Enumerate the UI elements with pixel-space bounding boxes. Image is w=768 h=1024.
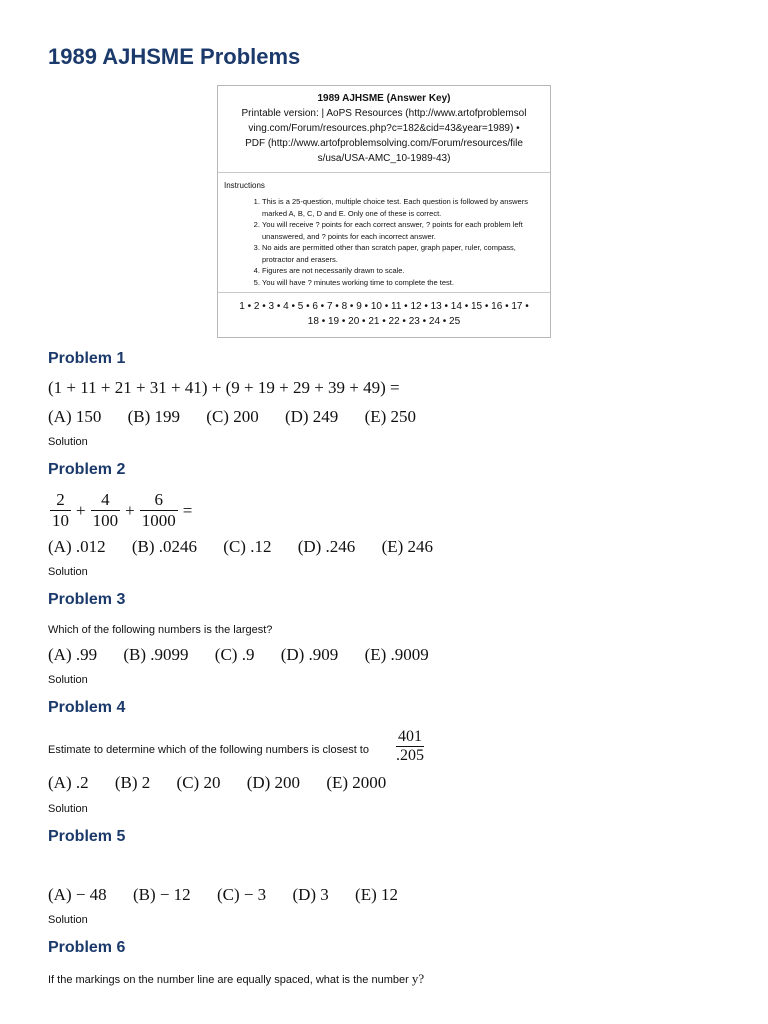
problem-4-heading: Problem 4 xyxy=(48,699,126,716)
resources-line-3[interactable]: PDF (http://www.artofproblemsolving.com/Forum/resources/file xyxy=(245,138,523,149)
choice-c: (C) 200 xyxy=(206,407,259,426)
problem-navigation xyxy=(218,292,550,329)
page-title: 1989 AJHSME Problems xyxy=(48,44,301,69)
choice-a: (A) 150 xyxy=(48,407,102,426)
problem-5-choices xyxy=(48,885,420,905)
instruction-item: 1. This is a 25-question, multiple choice test. Each question is followed by answers marked A, B, C, D and E. Only one of these is correct. xyxy=(262,196,544,219)
instructions-label: Instructions xyxy=(224,181,265,190)
problem-2-choices xyxy=(48,537,455,557)
problem-4-text: Estimate to determine which of the following numbers is closest to xyxy=(48,744,369,756)
instruction-item: 2. You will receive ? points for each correct answer, ? points for each problem left unanswered, and ? points for each incorrect answer. xyxy=(262,219,544,242)
choice-c: (C) − 3 xyxy=(216,885,267,904)
problem-1-solution-link[interactable]: Solution xyxy=(48,436,88,448)
answer-key-header xyxy=(218,86,550,166)
problem-2-heading: Problem 2 xyxy=(48,461,126,478)
instruction-item: 3. No aids are permitted other than scratch paper, graph paper, ruler, compass, protractor and erasers. xyxy=(262,242,544,265)
problem-3-choices xyxy=(48,645,451,665)
choice-b: (B) .0246 xyxy=(131,537,198,556)
choice-b: (B) 2 xyxy=(114,773,151,792)
choice-d: (D) .246 xyxy=(297,537,356,556)
answer-key-heading[interactable]: 1989 AJHSME (Answer Key) xyxy=(317,93,451,104)
fraction: $\frac{6}{1000}$ xyxy=(141,490,176,530)
choice-c: (C) .9 xyxy=(214,645,255,664)
choice-e: (E) 246 xyxy=(381,537,434,556)
answer-key-box xyxy=(217,85,551,338)
choice-c: (C) .12 xyxy=(223,537,272,556)
fraction: $\frac{4}{100}$ xyxy=(92,490,119,530)
choice-d: (D) .909 xyxy=(280,645,339,664)
problem-6-text xyxy=(48,971,424,987)
choice-d: (D) 3 xyxy=(292,885,329,904)
resources-line-2[interactable]: ving.com/Forum/resources.php?c=182&cid=43&year=1989) • xyxy=(248,123,520,134)
resources-line-1[interactable]: Printable version: | AoPS Resources (http://www.artofproblemsol xyxy=(241,108,527,119)
choice-c: (C) 20 xyxy=(176,773,221,792)
choice-e: (E) 250 xyxy=(364,407,417,426)
problem-6-heading: Problem 6 xyxy=(48,939,126,956)
problem-6-variable: y? xyxy=(411,971,425,986)
instructions-section xyxy=(218,173,550,292)
choice-a: (A) .2 xyxy=(48,773,89,792)
fraction: $\frac{2}{10}$ xyxy=(52,490,69,530)
choice-d: (D) 200 xyxy=(246,773,301,792)
instructions-list xyxy=(224,196,544,288)
choice-a: (A) .99 xyxy=(48,645,98,664)
problem-5-solution-link[interactable]: Solution xyxy=(48,914,88,926)
instruction-item: 5. You will have ? minutes working time to complete the test. xyxy=(262,277,544,289)
problem-2-expression: $\frac{2}{10}$ + $\frac{4}{100}$ + $\frac{6}{1000}$ = xyxy=(52,490,193,530)
choice-e: (E) 12 xyxy=(355,885,399,904)
problem-4-solution-link[interactable]: Solution xyxy=(48,803,88,815)
problem-1-heading: Problem 1 xyxy=(48,350,126,367)
choice-a: (A) .012 xyxy=(48,537,106,556)
problem-1-expression: (1 + 11 + 21 + 31 + 41) + (9 + 19 + 29 + 39 + 49) = xyxy=(48,378,400,397)
choice-e: (E) .9009 xyxy=(364,645,429,664)
choice-b: (B) .9099 xyxy=(123,645,189,664)
choice-b: (B) 199 xyxy=(127,407,181,426)
problem-3-heading: Problem 3 xyxy=(48,591,126,608)
problem-4-fraction: $\frac{401}{.205}$ xyxy=(396,728,424,764)
choice-b: (B) − 12 xyxy=(132,885,191,904)
problem-6-question: If the markings on the number line are equally spaced, what is the number xyxy=(48,974,409,986)
problem-1-choices xyxy=(48,407,438,427)
problem-nav-links-row-2[interactable]: 18 • 19 • 20 • 21 • 22 • 23 • 24 • 25 xyxy=(307,316,461,327)
problem-nav-links-row-1[interactable]: 1 • 2 • 3 • 4 • 5 • 6 • 7 • 8 • 9 • 10 • 11 • 12 • 13 • 14 • 15 • 16 • 17 • xyxy=(239,301,529,312)
resources-line-4[interactable]: s/usa/USA-AMC_10-1989-43) xyxy=(317,153,451,164)
choice-a: (A) − 48 xyxy=(48,885,107,904)
problem-3-text: Which of the following numbers is the largest? xyxy=(48,624,273,636)
choice-e: (E) 2000 xyxy=(326,773,387,792)
problem-5-heading: Problem 5 xyxy=(48,828,126,845)
problem-3-solution-link[interactable]: Solution xyxy=(48,674,88,686)
problem-2-solution-link[interactable]: Solution xyxy=(48,566,88,578)
problem-4-choices xyxy=(48,773,408,793)
choice-d: (D) 249 xyxy=(284,407,339,426)
instruction-item: 4. Figures are not necessarily drawn to scale. xyxy=(262,265,544,277)
